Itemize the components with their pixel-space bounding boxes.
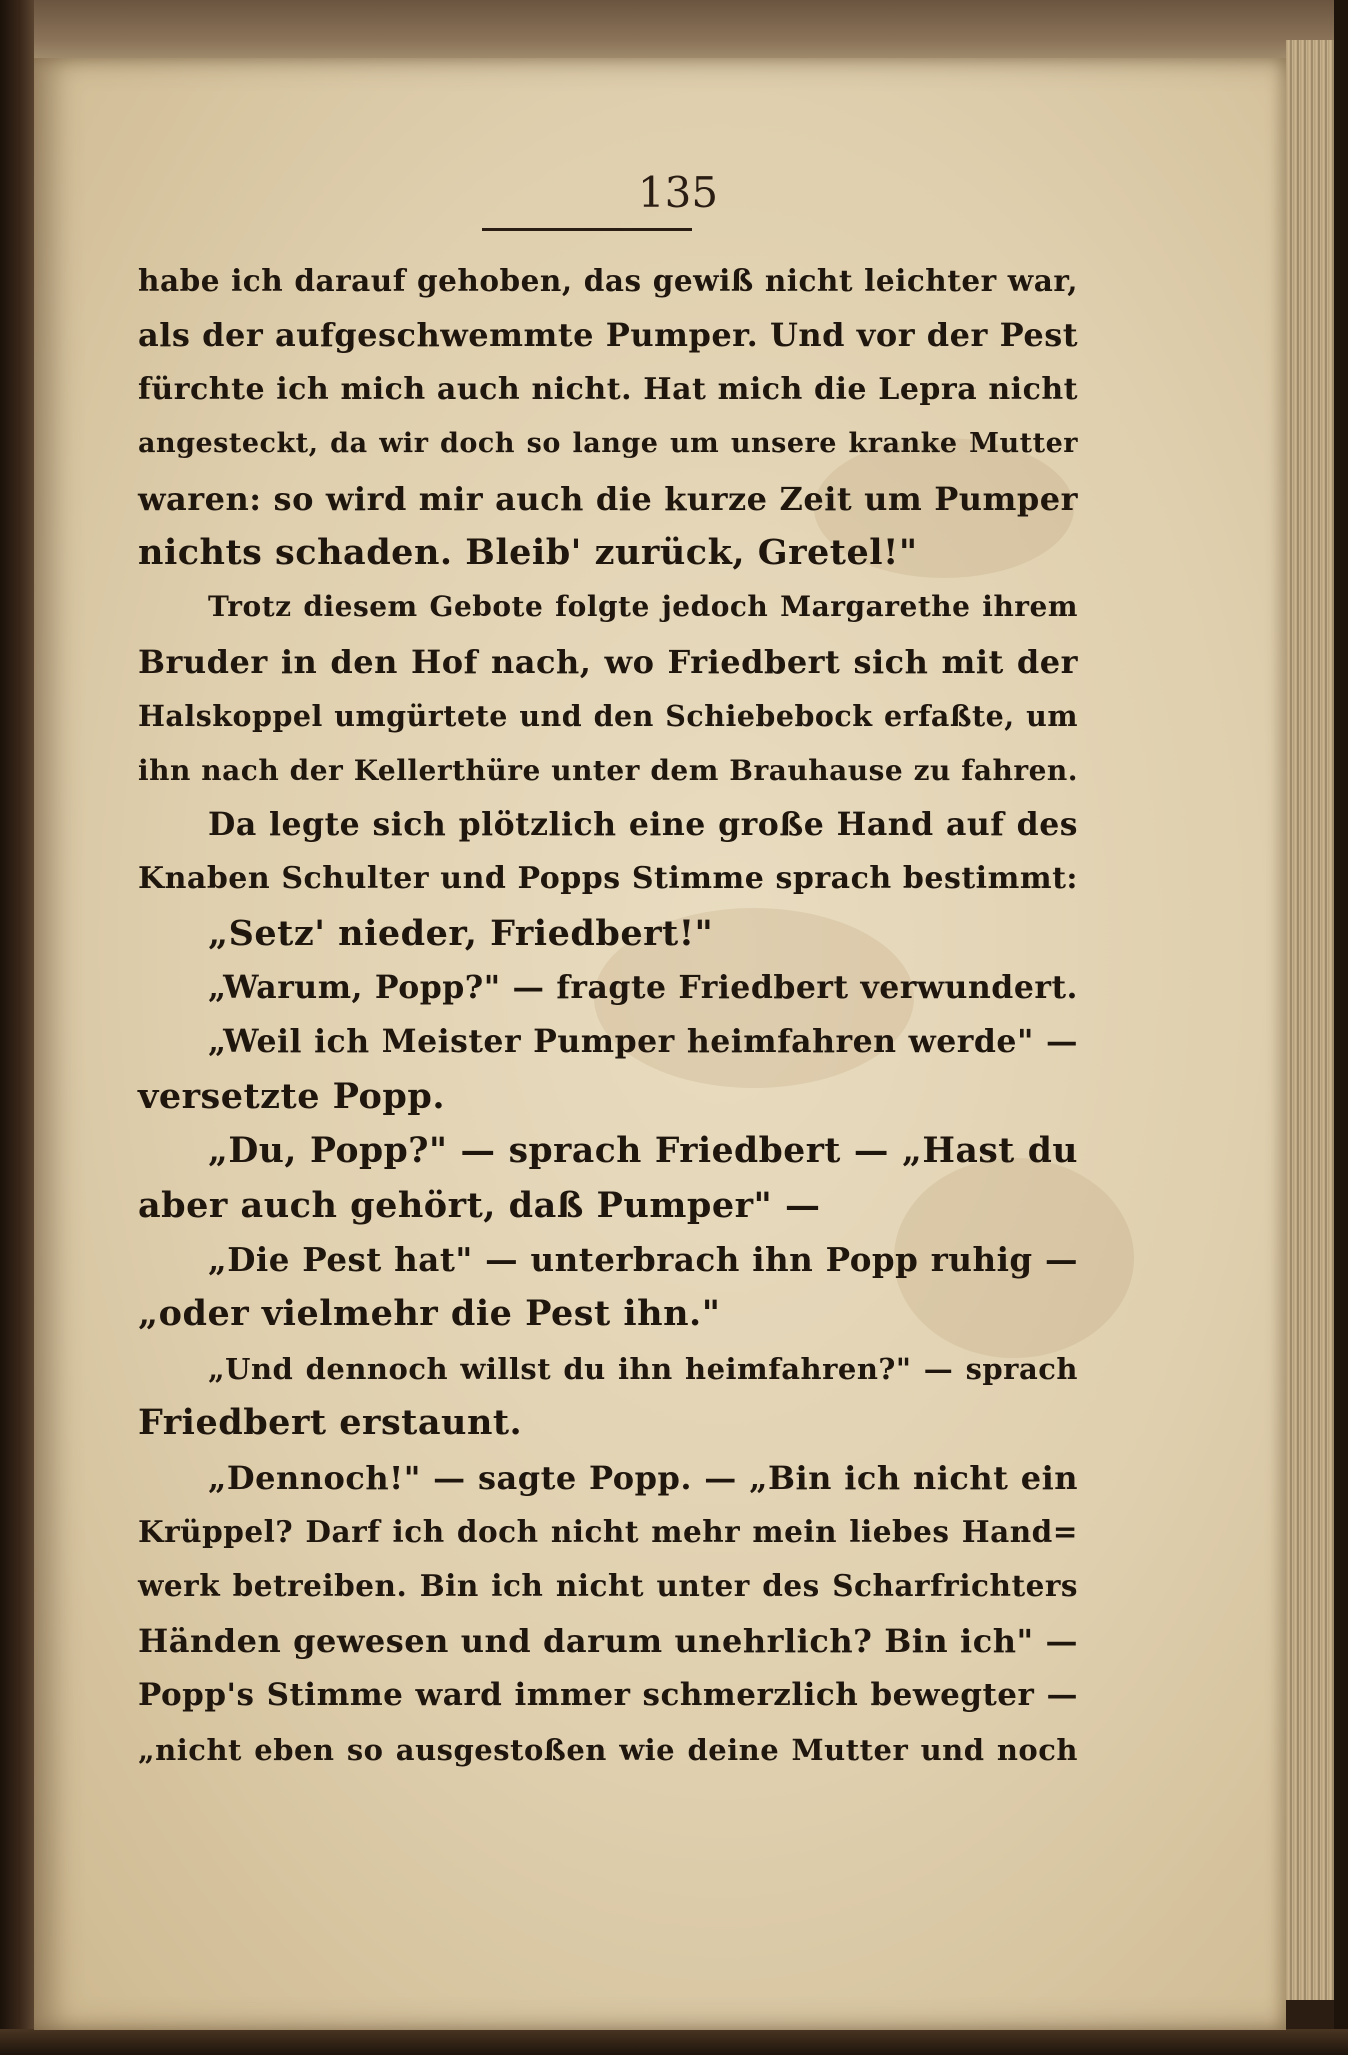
- book-cover-top: [0, 0, 1348, 58]
- text-line: „Du, Popp?" — sprach Friedbert — „Hast du: [208, 1131, 1078, 1172]
- text-line: Knaben Schulter und Popps Stimme sprach bestimmt:: [138, 861, 1078, 897]
- text-line: Friedbert erstaunt.: [138, 1402, 523, 1444]
- text-line: Bruder in den Hof nach, wo Friedbert sich mit der: [138, 642, 1078, 681]
- page-number-rule: [482, 228, 692, 231]
- text-line: „Setz' nieder, Friedbert!": [208, 912, 714, 954]
- text-line: Halskoppel umgürtete und den Schiebebock erfaßte, um: [138, 699, 1078, 734]
- text-line: werk betreiben. Bin ich nicht unter des Scharfrichters: [138, 1568, 1078, 1604]
- text-line: „Die Pest hat" — unterbrach ihn Popp ruhig —: [208, 1240, 1078, 1280]
- text-line: waren: so wird mir auch die kurze Zeit um Pumper: [138, 479, 1078, 518]
- text-line: „oder vielmehr die Pest ihn.": [138, 1293, 721, 1335]
- text-line: ihn nach der Kellerthüre unter dem Brauhause zu fahren.: [138, 753, 1078, 787]
- book-page: [34, 58, 1286, 2030]
- book-spine-left: [0, 0, 34, 2055]
- text-line: Popp's Stimme ward immer schmerzlich bewegter —: [138, 1677, 1078, 1714]
- page-number: 135: [637, 168, 719, 217]
- text-line: als der aufgeschwemmte Pumper. Und vor der Pest: [138, 316, 1078, 355]
- text-line: „nicht eben so ausgestoßen wie deine Mutter und noch: [138, 1732, 1078, 1767]
- text-line: fürchte ich mich auch nicht. Hat mich die Lepra nicht: [138, 371, 1078, 407]
- text-line: nichts schaden. Bleib' zurück, Gretel!": [138, 531, 918, 573]
- text-line: angesteckt, da wir doch so lange um unsere kranke Mutter: [138, 428, 1078, 460]
- book-cover-bottom: [0, 2029, 1348, 2055]
- text-line: „Warum, Popp?" — fragte Friedbert verwundert.: [208, 969, 1078, 1007]
- text-line: Händen gewesen und darum unehrlich? Bin ich" —: [138, 1621, 1078, 1660]
- text-line: Da legte sich plötzlich eine große Hand auf des: [208, 805, 1078, 843]
- text-line: habe ich darauf gehoben, das gewiß nicht leichter war,: [138, 263, 1078, 298]
- body-text: [138, 254, 1078, 1777]
- text-line: Trotz diesem Gebote folgte jedoch Margarethe ihrem: [208, 590, 1078, 624]
- text-line: versetzte Popp.: [138, 1075, 446, 1117]
- text-line: „Dennoch!" — sagte Popp. — „Bin ich nicht ein: [208, 1458, 1078, 1497]
- text-line: „Und dennoch willst du ihn heimfahren?" — sprach: [208, 1351, 1078, 1386]
- text-line: Krüppel? Darf ich doch nicht mehr mein liebes Hand=: [138, 1513, 1078, 1549]
- text-line: „Weil ich Meister Pumper heimfahren werde" —: [208, 1023, 1078, 1061]
- text-line: aber auch gehört, daß Pumper" —: [138, 1184, 821, 1226]
- book-cover-right: [1334, 0, 1348, 2055]
